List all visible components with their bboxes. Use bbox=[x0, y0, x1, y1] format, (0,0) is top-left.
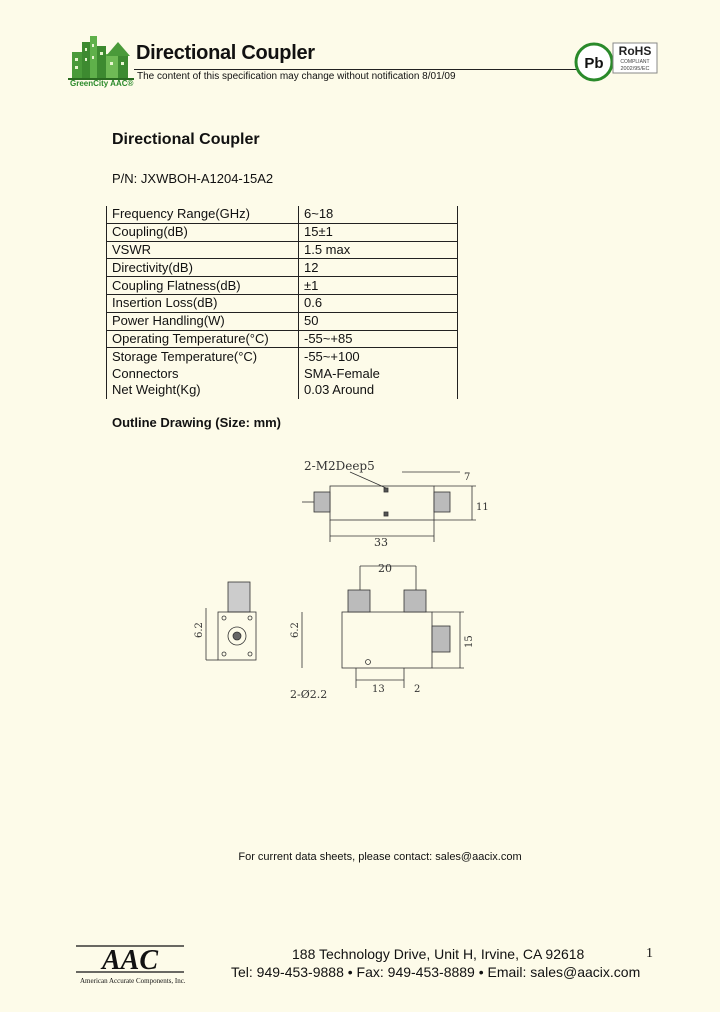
dim-height: 15 bbox=[464, 635, 475, 648]
front-view bbox=[302, 566, 464, 688]
spec-value: 50 bbox=[299, 312, 458, 330]
spec-value: -55~+100 bbox=[299, 348, 458, 365]
dim-hole-spacing: 13 bbox=[372, 684, 385, 695]
spec-param: Coupling Flatness(dB) bbox=[107, 277, 299, 295]
pb-label: Pb bbox=[584, 55, 604, 72]
document-title: Directional Coupler bbox=[112, 131, 260, 148]
spec-param: Connectors bbox=[107, 365, 299, 382]
header-title: Directional Coupler bbox=[136, 42, 315, 64]
spec-row bbox=[107, 294, 458, 312]
outline-title: Outline Drawing (Size: mm) bbox=[112, 415, 282, 430]
dim-port-spacing: 20 bbox=[378, 562, 392, 575]
dim-top-height: 7 bbox=[464, 472, 471, 483]
rohs-compliant: COMPLIANT bbox=[620, 59, 650, 65]
spec-row bbox=[107, 259, 458, 277]
spec-row bbox=[107, 348, 458, 365]
outline-drawing bbox=[190, 448, 510, 708]
spec-param: Operating Temperature(°C) bbox=[107, 330, 299, 348]
address: 188 Technology Drive, Unit H, Irvine, CA 92618 bbox=[292, 946, 585, 962]
rohs-directive: 2002/95/EC bbox=[620, 66, 650, 72]
spec-param: Insertion Loss(dB) bbox=[107, 294, 299, 312]
top-view bbox=[302, 472, 476, 542]
spec-value: 1.5 max bbox=[299, 241, 458, 259]
header-notice: The content of this specification may change without notification 8/01/09 bbox=[137, 71, 456, 82]
spec-param: VSWR bbox=[107, 241, 299, 259]
spec-param: Power Handling(W) bbox=[107, 312, 299, 330]
aac-logo bbox=[72, 942, 188, 976]
spec-value: -55~+85 bbox=[299, 330, 458, 348]
part-number: P/N: JXWBOH-A1204-15A2 bbox=[112, 171, 274, 186]
spec-row bbox=[107, 312, 458, 330]
dim-length: 33 bbox=[374, 536, 388, 549]
spec-row bbox=[107, 206, 458, 223]
company-name: American Accurate Components, Inc. bbox=[80, 977, 186, 985]
spec-table bbox=[106, 206, 458, 399]
dim-side-height: 6.2 bbox=[194, 622, 205, 638]
brand-name: GreenCity AAC® bbox=[70, 79, 134, 88]
side-view bbox=[206, 582, 256, 660]
spec-row bbox=[107, 223, 458, 241]
mounting-label: 2-M2Deep5 bbox=[304, 459, 375, 473]
spec-value: 0.03 Around bbox=[299, 382, 458, 399]
spec-row bbox=[107, 277, 458, 295]
contact-line: For current data sheets, please contact: sales@aacix.com bbox=[238, 851, 522, 863]
spec-value: 15±1 bbox=[299, 223, 458, 241]
rohs-label: RoHS bbox=[618, 44, 652, 58]
spec-row bbox=[107, 330, 458, 348]
dim-side-height-2: 6.2 bbox=[290, 622, 301, 638]
spec-value: 12 bbox=[299, 259, 458, 277]
spec-param: Net Weight(Kg) bbox=[107, 382, 299, 399]
contact-info: Tel: 949-453-9888 • Fax: 949-453-8889 • Email: sales@aacix.com bbox=[231, 964, 641, 980]
spec-param: Coupling(dB) bbox=[107, 223, 299, 241]
spec-value: 6~18 bbox=[299, 206, 458, 223]
lead-free-icon bbox=[574, 42, 614, 82]
spec-value: 0.6 bbox=[299, 294, 458, 312]
dim-hole: 2-Ø2.2 bbox=[290, 688, 328, 701]
spec-value: ±1 bbox=[299, 277, 458, 295]
dim-small: 2 bbox=[414, 684, 421, 695]
spec-row bbox=[107, 382, 458, 399]
spec-value: SMA-Female bbox=[299, 365, 458, 382]
aac-logo-text: AAC bbox=[101, 945, 159, 976]
spec-param: Frequency Range(GHz) bbox=[107, 206, 299, 223]
spec-row bbox=[107, 241, 458, 259]
dim-width: 11 bbox=[476, 502, 489, 513]
rohs-badge bbox=[612, 42, 658, 74]
page-number: 1 bbox=[646, 946, 653, 961]
spec-row bbox=[107, 365, 458, 382]
spec-param: Storage Temperature(°C) bbox=[107, 348, 299, 365]
header-rule bbox=[134, 69, 584, 70]
spec-param: Directivity(dB) bbox=[107, 259, 299, 277]
